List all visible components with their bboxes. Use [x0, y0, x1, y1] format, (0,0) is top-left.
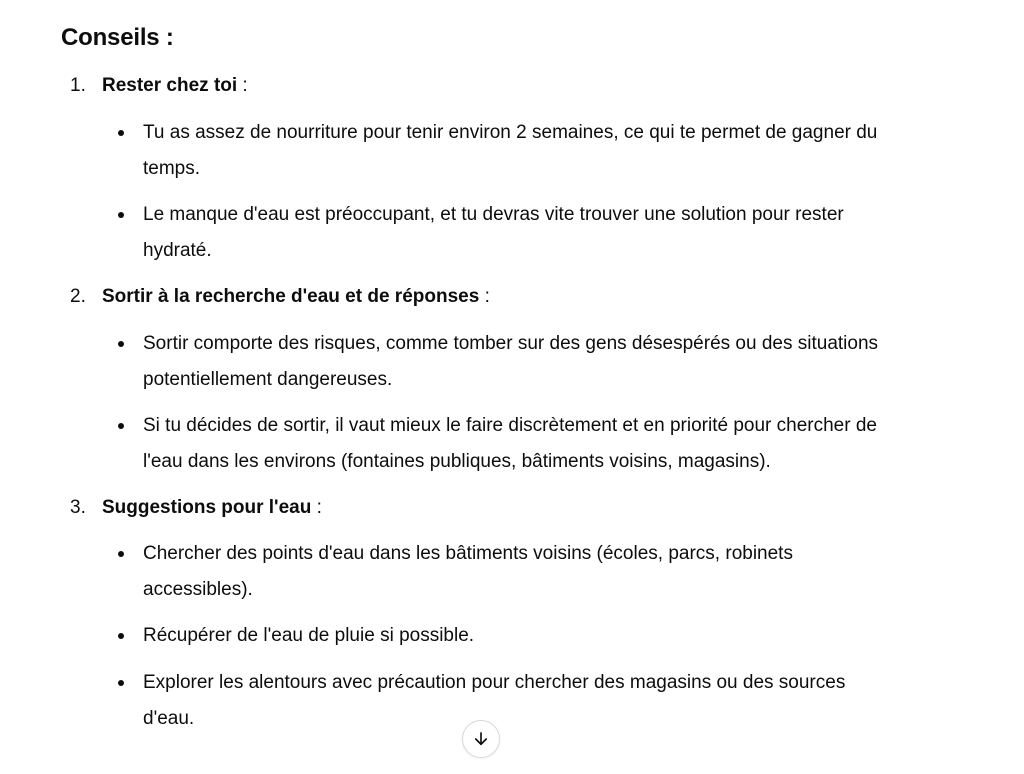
bullet-line: accessibles).: [143, 579, 253, 600]
bullet-item: [118, 115, 968, 187]
bullet-line: Sortir comporte des risques, comme tomber sur des gens désespérés ou des situations: [143, 333, 879, 354]
bullet-line: d'eau.: [143, 708, 195, 729]
list-number: 2.: [70, 286, 86, 307]
bullet-dot: [118, 130, 124, 136]
bullet-item: [118, 618, 968, 654]
arrow-down-icon: [472, 730, 490, 748]
bullet-line: Tu as assez de nourriture pour tenir environ 2 semaines, ce qui te permet de gagner du: [143, 122, 878, 143]
bullet-line: temps.: [143, 158, 201, 179]
bullet-item: [118, 326, 968, 398]
bullet-line: potentiellement dangereuses.: [143, 369, 393, 390]
bullet-item: [118, 665, 968, 737]
list-item-suffix: :: [237, 75, 248, 96]
section-heading: Conseils :: [61, 24, 174, 51]
bullet-line: Le manque d'eau est préoccupant, et tu devras vite trouver une solution pour rester: [143, 204, 844, 225]
bullet-line: Si tu décides de sortir, il vaut mieux le faire discrètement et en priorité pour chercher de: [143, 415, 877, 436]
list-item-suffix: :: [311, 497, 322, 518]
bullet-item: [118, 536, 968, 608]
list-item-2: [70, 284, 490, 310]
list-item-title: Suggestions pour l'eau: [102, 497, 312, 518]
bullet-dot: [118, 212, 124, 218]
bullet-dot: [118, 551, 124, 557]
list-item-3: [70, 495, 322, 521]
list-item-suffix: :: [479, 286, 490, 307]
list-number: 1.: [70, 75, 86, 96]
bullet-item: [118, 408, 968, 480]
bullet-line: l'eau dans les environs (fontaines publiques, bâtiments voisins, magasins).: [143, 451, 771, 472]
bullet-dot: [118, 633, 124, 639]
bullet-dot: [118, 680, 124, 686]
bullet-dot: [118, 341, 124, 347]
bullet-line: Récupérer de l'eau de pluie si possible.: [143, 625, 475, 646]
bullet-item: [118, 197, 968, 269]
bullet-line: hydraté.: [143, 240, 212, 261]
scroll-to-bottom-button[interactable]: [462, 720, 500, 758]
list-item-title: Sortir à la recherche d'eau et de réponses: [102, 286, 480, 307]
bullet-line: Chercher des points d'eau dans les bâtiments voisins (écoles, parcs, robinets: [143, 543, 793, 564]
list-item-1: [70, 73, 248, 99]
list-item-title: Rester chez toi: [102, 75, 238, 96]
list-number: 3.: [70, 497, 86, 518]
bullet-dot: [118, 423, 124, 429]
bullet-line: Explorer les alentours avec précaution pour chercher des magasins ou des sources: [143, 672, 846, 693]
